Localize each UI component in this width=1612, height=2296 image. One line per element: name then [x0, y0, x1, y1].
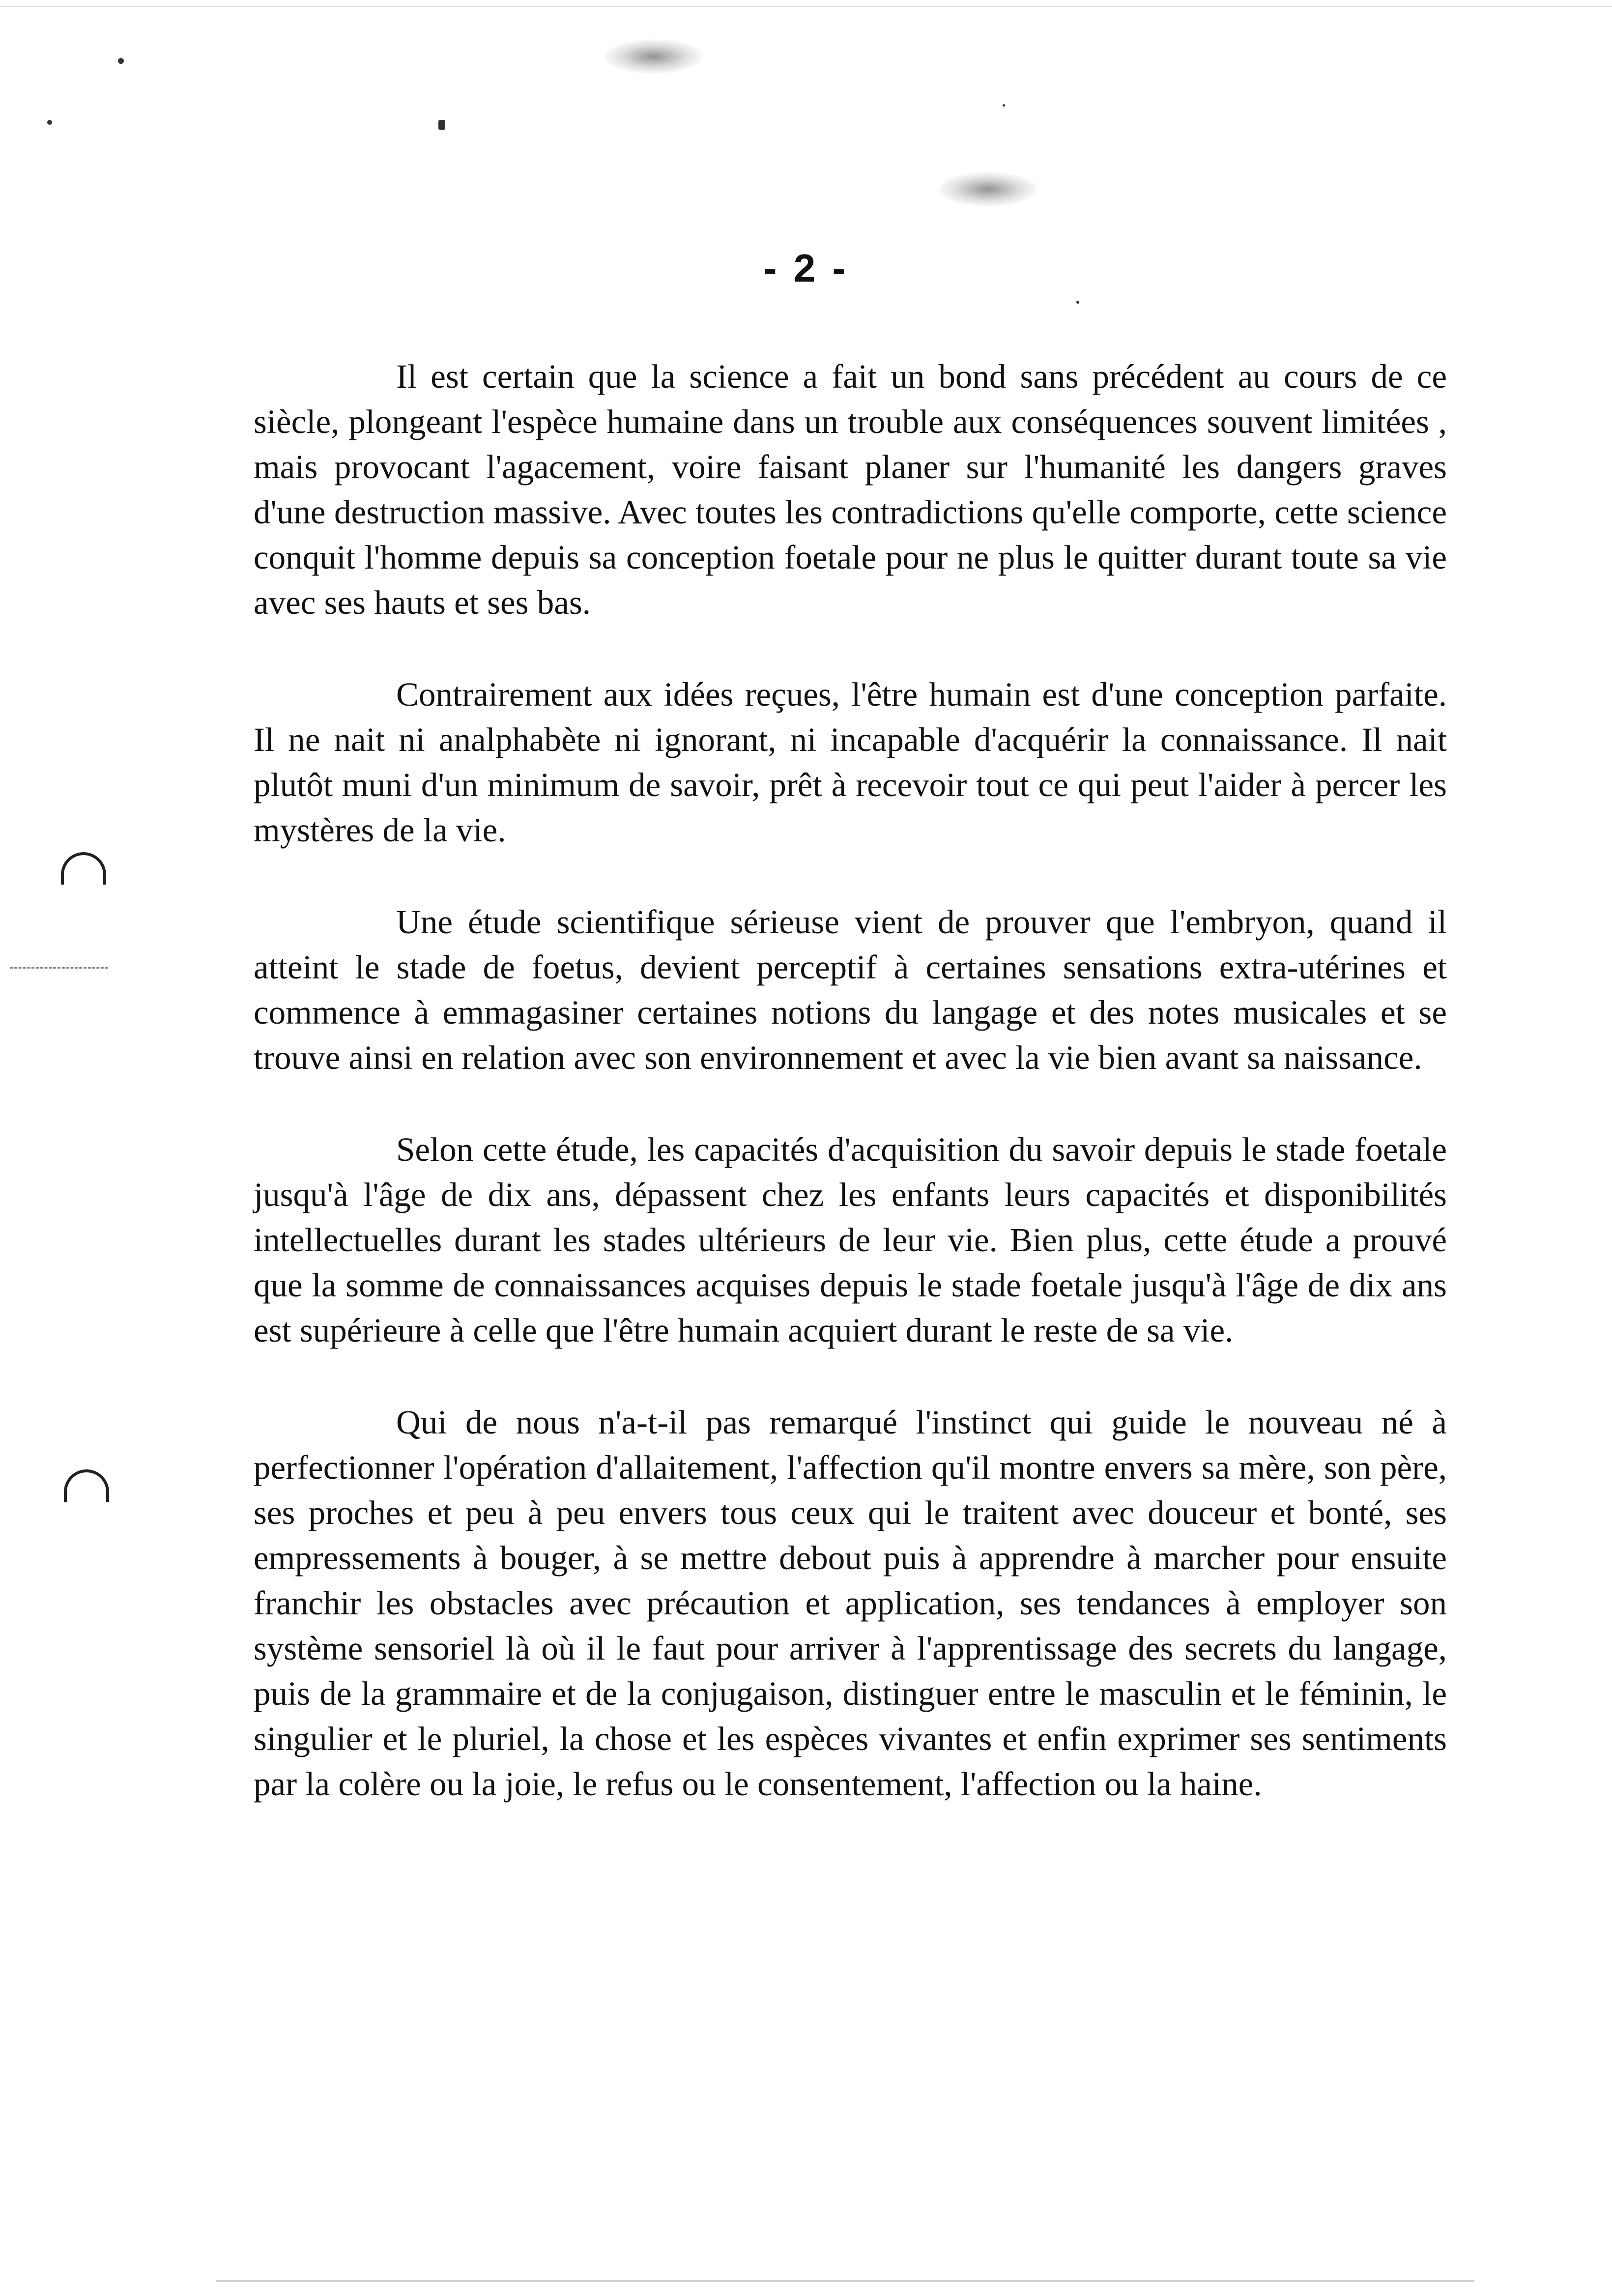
page-number: - 2 -	[763, 246, 849, 290]
scan-speck	[438, 120, 445, 130]
paragraph: Selon cette étude, les capacités d'acquisition du savoir depuis le stade foetale jusqu'à l'âge de dix ans, dépassent chez les enfants leurs capacités et disponibilités intellectuelles durant les stades ultérieurs de leur vie. Bien plus, cette étude a prouvé que la somme de connaissances acquises depuis le stade foetale jusqu'à l'âge de dix ans est supérieure à celle que l'être humain acquiert durant le reste de sa vie.	[254, 1131, 1447, 1349]
scan-speck	[1076, 301, 1079, 304]
paragraph: Une étude scientifique sérieuse vient de prouver que l'embryon, quand il atteint le stade de foetus, devient perceptif à certaines sensations extra-utérines et commence à emmagasiner certaines notions du langage et des notes musicales et se trouve ainsi en relation avec son environnement et avec la vie bien avant sa naissance.	[254, 903, 1447, 1076]
scan-smudge	[939, 172, 1037, 206]
punch-hole-mark	[61, 852, 106, 885]
body-text	[254, 354, 1447, 1853]
punch-hole-mark	[64, 1469, 109, 1502]
scan-speck	[1003, 104, 1005, 107]
scan-edge	[216, 2280, 1474, 2282]
paragraph: Il est certain que la science a fait un bond sans précédent au cours de ce siècle, plongeant l'espèce humaine dans un trouble aux conséquences souvent limitées , mais provocant l'agacement, voire faisant planer sur l'humanité les dangers graves d'une destruction massive. Avec toutes les contradictions qu'elle comporte, cette science conquit l'homme depuis sa conception foetale pour ne plus le quitter durant toute sa vie avec ses hauts et ses bas.	[254, 358, 1447, 621]
scan-speck	[118, 58, 124, 64]
scan-speck	[47, 120, 52, 125]
scan-edge	[0, 6, 1612, 7]
paragraph: Qui de nous n'a-t-il pas remarqué l'instinct qui guide le nouveau né à perfectionner l'opération d'allaitement, l'affection qu'il montre envers sa mère, son père, ses proches et peu à peu envers tous ceux qui le traitent avec douceur et bonté, ses empressements à bouger, à se mettre debout puis à apprendre à marcher pour ensuite franchir les obstacles avec précaution et application, ses tendances à employer son système sensoriel là où il le faut pour arriver à l'apprentissage des secrets du langage, puis de la grammaire et de la conjugaison, distinguer entre le masculin et le féminin, le singulier et le pluriel, la chose et les espèces vivantes et enfin exprimer ses sentiments par la colère ou la joie, le refus ou le consentement, l'affection ou la haine.	[254, 1404, 1447, 1803]
fold-mark	[10, 967, 108, 969]
scan-smudge	[604, 39, 703, 74]
paragraph: Contrairement aux idées reçues, l'être humain est d'une conception parfaite. Il ne nait ni analphabète ni ignorant, ni incapable d'acquérir la connaissance. Il nait plutôt muni d'un minimum de savoir, prêt à recevoir tout ce qui peut l'aider à percer les mystères de la vie.	[254, 676, 1447, 849]
